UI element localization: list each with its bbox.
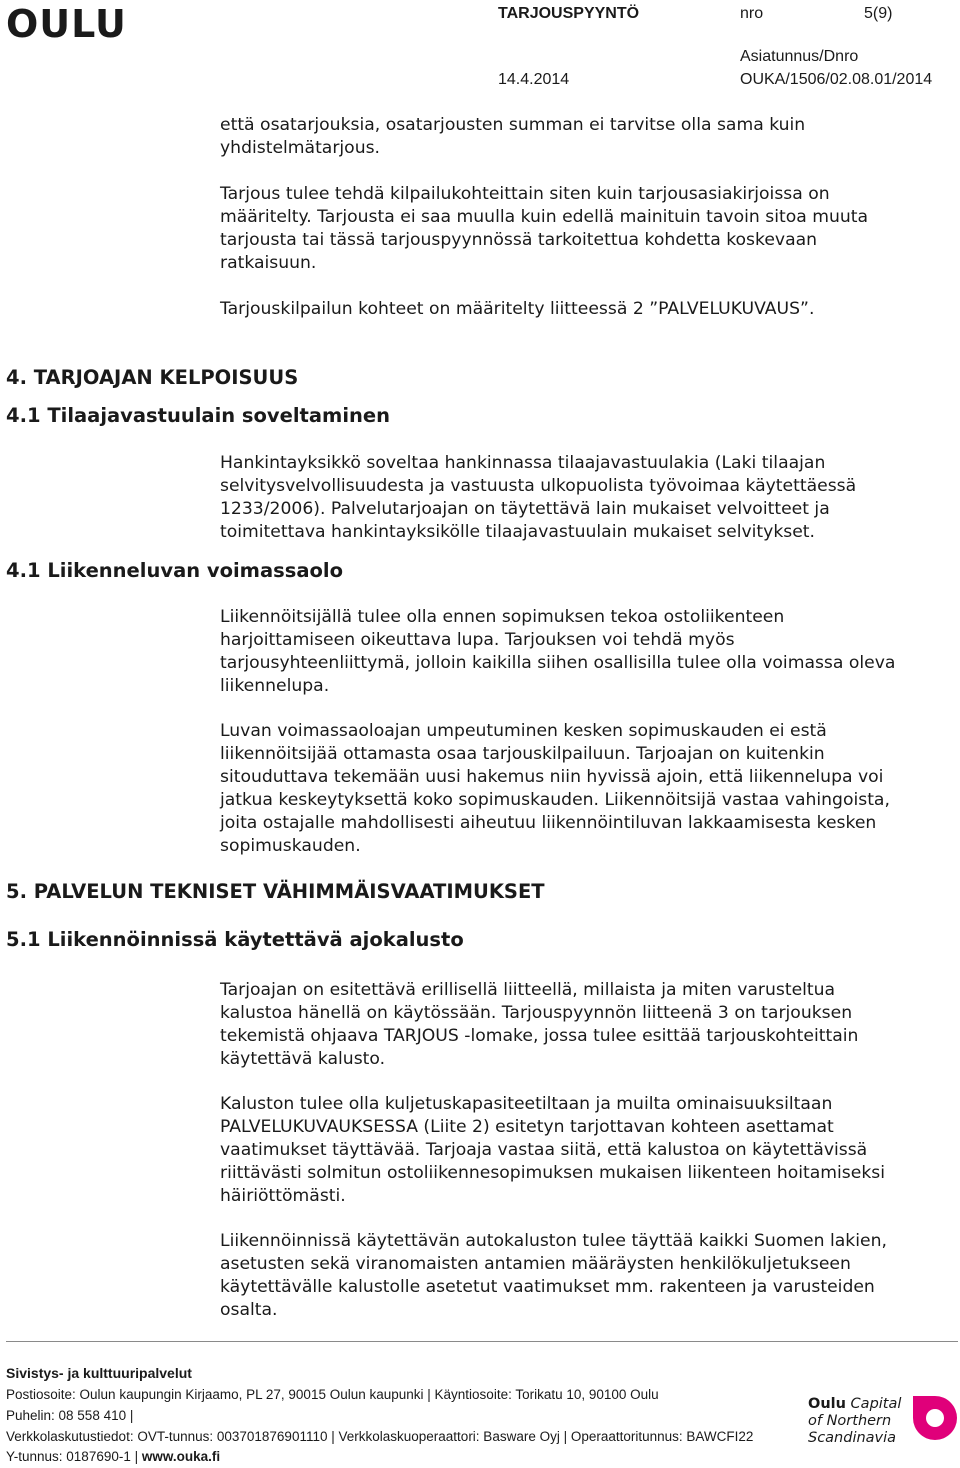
footer-department: Sivistys- ja kulttuuripalvelut <box>6 1365 192 1381</box>
paragraph-partial-offers: että osatarjouksia, osatarjousten summan ei tarvitse olla sama kuin yhdistelmätarjous. <box>220 115 806 158</box>
brand-text <box>808 1396 908 1447</box>
paragraph-license-required: Liikennöitsijällä tulee olla ennen sopimuksen tekoa ostoliikenteen harjoittamiseen oikeuttava lupa. Tarjouksen voi tehdä myös tarjousyhteenliittymä, jolloin kaikilla siihen osallisilla tulee olla voimassa oleva liikennelupa. <box>220 607 896 696</box>
footer-business-id: Y-tunnus: 0187690-1 | <box>6 1449 139 1464</box>
heading-section-4: 4. TARJOAJAN KELPOISUUS <box>6 366 299 389</box>
paragraph-competition-items: Tarjous tulee tehdä kilpailukohteittain siten kuin tarjousasiakirjoissa on määritelty. Tarjousta ei saa muulla kuin edellä mainituin tavoin sitoa muuta tarjousta tai tässä tarjouspyynnössä tarkoitettua kohdetta koskevaan ratkaisuun. <box>220 184 869 273</box>
doc-type: TARJOUSPYYNTÖ <box>498 5 640 22</box>
heading-section-4-1-liability: 4.1 Tilaajavastuulain soveltaminen <box>6 404 391 427</box>
ref-label: Asiatunnus/Dnro <box>740 48 859 65</box>
footer-business-id-line <box>6 1449 220 1464</box>
nro-label: nro <box>740 5 764 22</box>
heading-section-5-1: 5.1 Liikennöinnissä käytettävä ajokalusto <box>6 928 464 951</box>
heading-section-5: 5. PALVELUN TEKNISET VÄHIMMÄISVAATIMUKSET <box>6 880 545 903</box>
paragraph-contractor-liability: Hankintayksikkö soveltaa hankinnassa tilaajavastuulakia (Laki tilaajan selvitysvelvollisuudesta ja vastuusta ulkopuolista työvoimaa käytettäessä 1233/2006). Palvelutarjoajan on täytettävä lain mukaiset velvoitteet ja toimitettava hankintayksikölle tilaajavastuulain mukaiset selvitykset. <box>220 453 857 542</box>
paragraph-fleet-regulations: Liikennöinnissä käytettävän autokaluston tulee täyttää kaikki Suomen lakien, asetusten sekä viranomaisten antamien määräysten henkilökuljetukseen käytettävälle kalustolle asetetut vaatimukset mm. rakenteen ja varusteiden osalta. <box>220 1231 887 1320</box>
page-number: 5(9) <box>864 5 893 22</box>
oulu-logo: OULU <box>6 2 127 46</box>
ref-value: OUKA/1506/02.08.01/2014 <box>740 71 933 88</box>
footer-einvoice: Verkkolaskutustiedot: OVT-tunnus: 003701876901110 | Verkkolaskuoperaattori: Basware Oyj | Operaattoritunnus: BAWCFI22 <box>6 1429 754 1444</box>
paragraph-service-description-ref: Tarjouskilpailun kohteet on määritelty liitteessä 2 ”PALVELUKUVAUS”. <box>220 299 815 319</box>
footer-phone: Puhelin: 08 558 410 | <box>6 1408 134 1423</box>
doc-date: 14.4.2014 <box>498 71 570 88</box>
footer-website-link[interactable]: www.ouka.fi <box>141 1449 221 1464</box>
brand-tagline: Capital of Northern Scandinavia <box>808 1396 902 1446</box>
footer-divider <box>6 1341 958 1342</box>
oulu-brand-mark-icon <box>910 1393 960 1443</box>
paragraph-fleet-attachment: Tarjoajan on esitettävä erillisellä liitteellä, millaista ja miten varusteltua kalustoa hänellä on käytössään. Tarjouspyynnön liitteenä 3 on tarjouksen tekemistä ohjaava TARJOUS -lomake, jossa tulee esittää tarjouskohteittain käytettävä kalusto. <box>220 980 859 1069</box>
paragraph-fleet-capacity: Kaluston tulee olla kuljetuskapasiteetiltaan ja muilta ominaisuuksiltaan PALVELUKUVAUKSESSA (Liite 2) esitetyn tarjottavan kohteen asettamat vaatimukset täyttävää. Tarjoaja vastaa siitä, että kalustoa on käytettävissä riittävästi solmitun ostoliikennesopimuksen mukaisen liikenteen hoitamiseksi häiriöttömästi. <box>220 1094 886 1206</box>
heading-section-4-1-license: 4.1 Liikenneluvan voimassaolo <box>6 559 344 582</box>
brand-oulu: Oulu <box>808 1396 846 1412</box>
paragraph-license-validity: Luvan voimassaoloajan umpeutuminen kesken sopimuskauden ei estä liikennöitsijää ottamasta osaa tarjouskilpailuun. Tarjoajan on kuitenkin sitouduttava tekemään uusi hakemus niin hyvissä ajoin, että liikennelupa voi jatkua keskeytyksettä koko sopimuskauden. Liikennöitsijä vastaa vahingoista, joita ostajalle mahdollisesti aiheutuu liikennöintiluvan lakkaamisesta kesken sopimuskauden. <box>220 721 890 856</box>
footer-address: Postiosoite: Oulun kaupungin Kirjaamo, PL 27, 90015 Oulun kaupunki | Käyntiosoite: Torikatu 10, 90100 Oulu <box>6 1387 659 1402</box>
